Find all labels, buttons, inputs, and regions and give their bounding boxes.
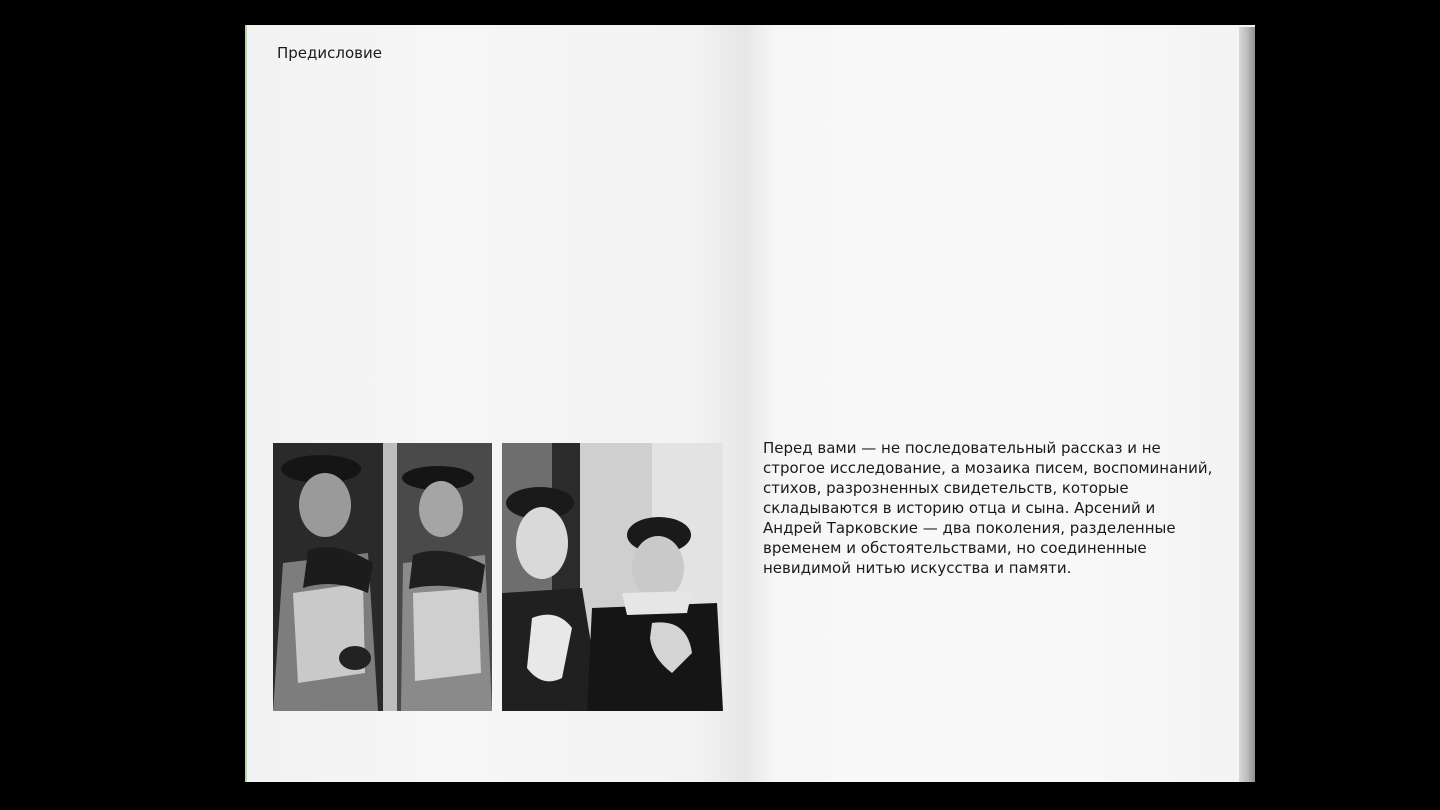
page-edge (1239, 27, 1255, 782)
portrait-photo-two-young-men-icon (502, 443, 723, 711)
right-page (747, 25, 1255, 782)
section-title: Предисловие (277, 44, 382, 62)
portrait-photo-pair (502, 443, 723, 711)
portrait-photo-mirror (273, 443, 492, 711)
intro-paragraph: Перед вами — не последовательный рассказ и не строгое исследование, а мозаика писем, воспоминаний, стихов, разрозненных свидетельств, которые складываются в историю отца и сына. Арсений и Андрей Тарковские — два поколения, разделенные временем и обстоятельствами, но соединенные невидимой нитью искусства и памяти. (763, 439, 1213, 577)
show-through-contents (1265, 662, 1440, 713)
book-spread (245, 25, 1255, 782)
portrait-photo-man-in-cap-mirror-icon (273, 443, 492, 711)
left-page (245, 25, 747, 782)
